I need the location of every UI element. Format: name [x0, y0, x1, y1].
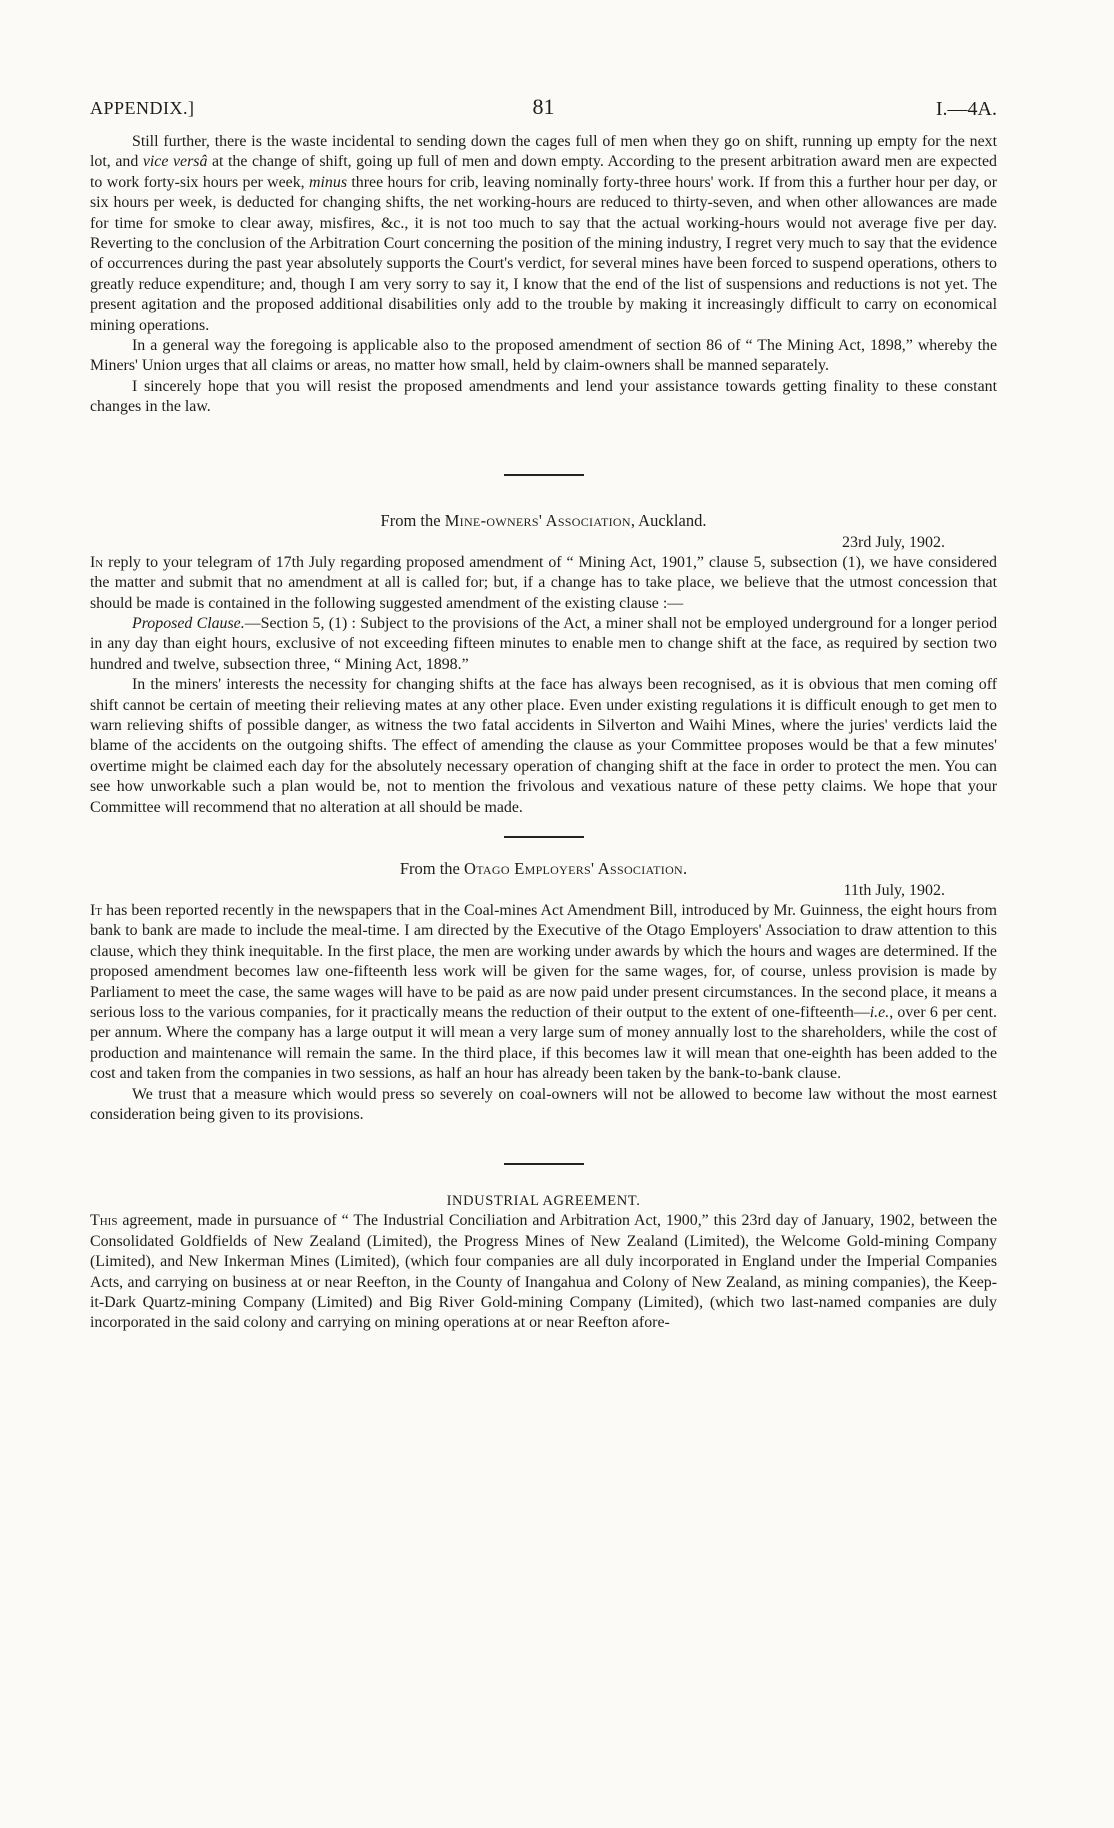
page-content: [90, 94, 998, 1334]
paragraph: We trust that a measure which would press so severely on coal-owners will not be allowed to become law without the most earnest consideration being given to its provisions.: [90, 1085, 997, 1124]
section-title: INDUSTRIAL AGREEMENT.: [446, 1193, 641, 1210]
section-divider: [504, 836, 584, 838]
paragraph: It has been reported recently in the newspapers that in the Coal-mines Act Amendment Bill, introduced by Mr. Guinness, the eight hours from bank to bank are made to include the meal-time. I am directed by the Executive of the Otago Employers' Association to draw attention to this clause, which they think inequitable. In the first place, the men are working under awards by which the hours and wages are determined. If the proposed amendment becomes law one-fifteenth less work will be given for the same wages, for, of course, unless provision is made by Parliament to meet the case, the same wages will have to be paid as are now paid under present circumstances. In the second place, it means a serious loss to the various companies, for it practically means the reduction of their output to the extent of one-fifteenth—i.e., over 6 per cent. per annum. Where the company has a large output it will mean a very large sum of money annually lost to the shareholders, while the cost of production and maintenance will remain the same. In the third place, if this becomes law it will mean that one-eighth has been added to the cost and taken from the companies in two sessions, as half an hour has already been taken by the bank-to-bank clause.: [90, 901, 997, 1083]
letter-mine-owners-association: [90, 510, 997, 818]
paragraph: Proposed Clause.—Section 5, (1) : Subject to the provisions of the Act, a miner shall not be employed underground for a longer period in any day than eight hours, exclusive of not exceeding fifteen minutes to enable men to change shift at the face, as required by section two hundred and twelve, subsection three, “ Mining Act, 1898.”: [90, 614, 998, 673]
paragraph: In the miners' interests the necessity for changing shifts at the face has always been recognised, as it is obvious that men coming off shift cannot be certain of meeting their relieving mates at any other place. Even under existing regulations it is difficult enough to get men to warn relieving shifts of possible danger, as witness the two fatal accidents in Silverton and Waihi Mines, where the juries' verdicts laid the blame of the accidents on the outgoing shifts. The effect of amending the clause as your Committee proposes would be that a few minutes' overtime might be claimed each day for the absolutely necessary operation of changing shift at the face in order to protect the men. You can see how unworkable such a plan would be, not to mention the frivolous and vexatious nature of these petty claims. We hope that your Committee will recommend that no alteration at all should be made.: [90, 676, 997, 816]
letter-date: 23rd July, 1902.: [842, 533, 945, 551]
paragraph: In a general way the foregoing is applicable also to the proposed amendment of section 86 of “ The Mining Act, 1898,” whereby the Miners' Union urges that all claims or areas, no matter how small, held by claim-owners shall be manned separately.: [90, 337, 997, 375]
industrial-agreement: [90, 1191, 997, 1333]
section-divider: [504, 1163, 584, 1165]
letter-continuation: [90, 132, 997, 418]
header-appendix-label: APPENDIX.]: [90, 98, 195, 118]
paragraph: I sincerely hope that you will resist the proposed amendments and lend your assistance towards getting finality to these constant changes in the law.: [90, 377, 997, 416]
letter-otago-employers-association: [90, 858, 997, 1125]
paragraph: This agreement, made in pursuance of “ The Industrial Conciliation and Arbitration Act, 1900,” this 23rd day of January, 1902, between the Consolidated Goldfields of New Zealand (Limited), the Progress Mines of New Zealand (Limited), the Welcome Gold-mining Company (Limited), and New Inkerman Mines (Limited), (which four companies are all duly incorporated in England under the Imperial Companies Acts, and carrying on business at or near Reefton, in the County of Inangahua and Colony of New Zealand, as mining companies), the Keep-it-Dark Quartz-mining Company (Limited) and Big River Gold-mining Company (Limited), (which two last-named companies are duly incorporated in the said colony and carrying on mining operations at or near Reefton afore-: [90, 1212, 997, 1332]
paragraph: In reply to your telegram of 17th July regarding proposed amendment of “ Mining Act, 1901,” clause 5, subsection (1), we have considered the matter and submit that no amendment at all is called for; but, if a change has to take place, we believe that the utmost concession that should be made is contained in the following suggested amendment of the existing clause :—: [90, 553, 997, 612]
page-number: 81: [532, 94, 555, 119]
letter-from-heading: From the Otago Employers' Association.: [399, 858, 688, 878]
letter-date: 11th July, 1902.: [843, 881, 945, 899]
running-head: [90, 94, 997, 124]
header-paper-reference: I.—4A.: [935, 98, 997, 120]
letter-from-heading: From the Mine-owners' Association, Auckland.: [380, 510, 707, 530]
section-divider: [504, 474, 584, 476]
paragraph: Still further, there is the waste incidental to sending down the cages full of men when they go on shift, running up empty for the next lot, and vice versâ at the change of shift, going up full of men and down empty. According to the present arbitration award men are expected to work forty-six hours per week, minus three hours for crib, leaving nominally forty-three hours' work. If from this a further hour per day, or six hours per week, is deducted for changing shifts, the net working-hours are reduced to thirty-seven, and when other allowances are made for time for smoke to clear away, misfires, &c., it is not too much to say that the actual working-hours would not average five per day. Reverting to the conclusion of the Arbitration Court concerning the position of the mining industry, I regret very much to say that the evidence of occurrences during the past year absolutely supports the Court's verdict, for several mines have been forced to suspend operations, others to greatly reduce expenditure; and, though I am very sorry to say it, I know that the end of the list of suspensions and reductions is not yet. The present agitation and the proposed additional disabilities only add to the trouble by making it increasingly difficult to carry on economical mining operations.: [90, 133, 998, 334]
